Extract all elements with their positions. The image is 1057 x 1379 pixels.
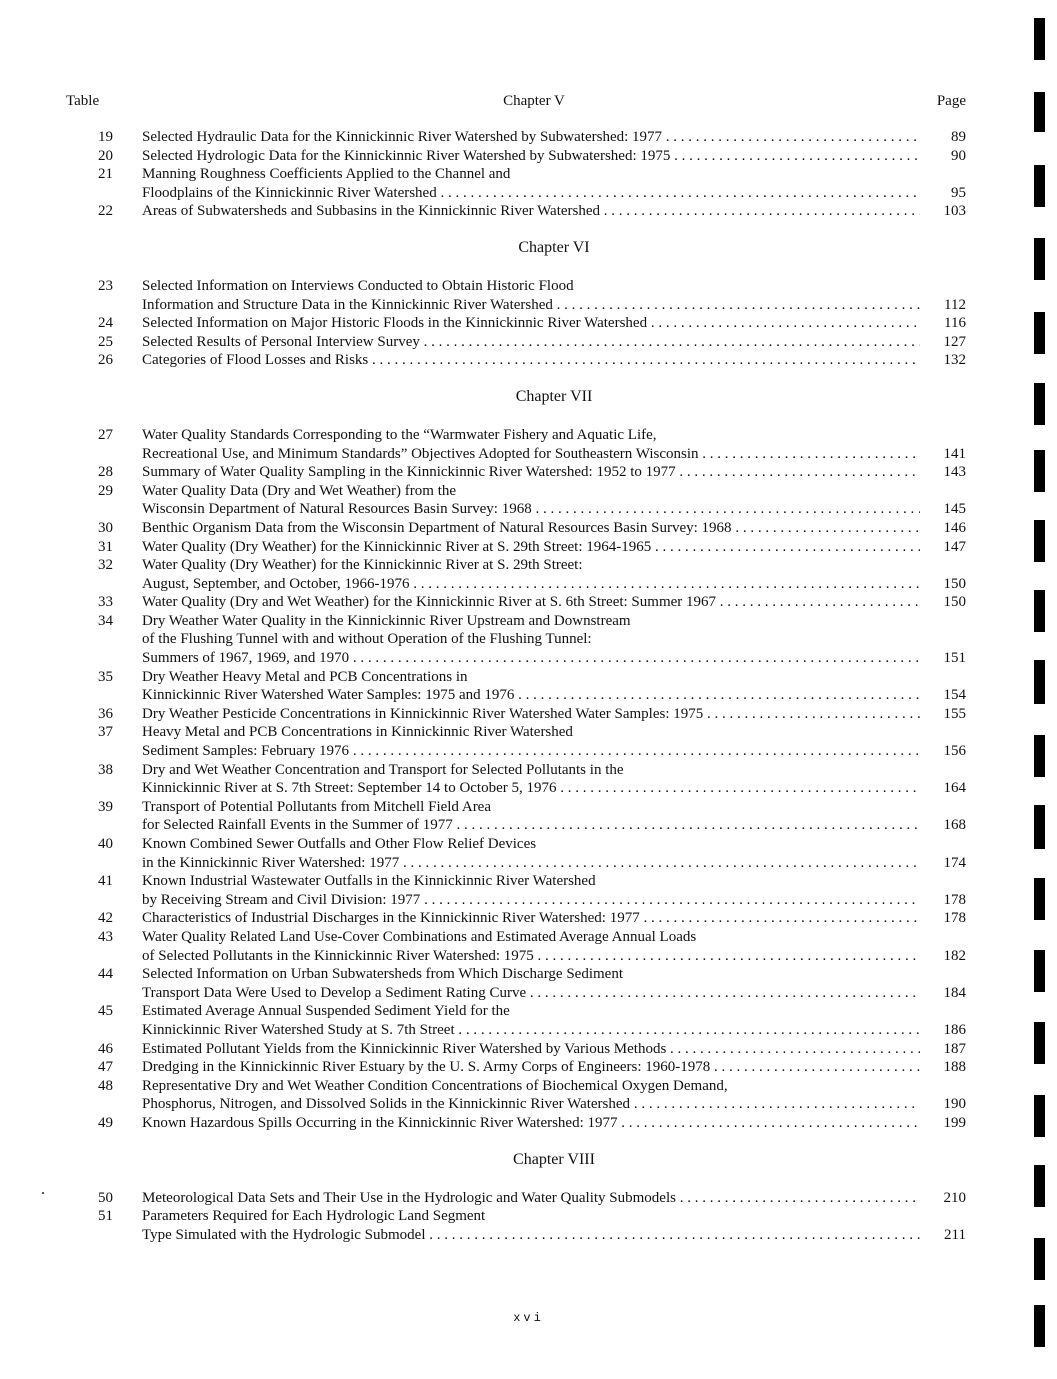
title-line: Dry and Wet Weather Concentration and Transport for Selected Pollutants in the (142, 761, 624, 778)
page-ref: 184 (943, 984, 966, 1001)
section-heading: Chapter VI (518, 238, 590, 256)
table-number: 42 (98, 910, 113, 927)
page-ref: 155 (943, 705, 966, 722)
table-title (142, 798, 920, 835)
toc-entry (66, 928, 966, 965)
table-number: 49 (98, 1114, 113, 1131)
table-number: 19 (98, 129, 113, 145)
title-line: Dry Weather Pesticide Concentrations in Kinnickinnic River Watershed Water Samples: 1975 . . . (142, 705, 920, 724)
title-line: Floodplains of the Kinnickinnic River Watershed . . . (142, 184, 920, 203)
table-title (142, 1058, 920, 1077)
scan-mark (1034, 312, 1045, 354)
title-line: Kinnickinnic River Watershed Study at S. 7th Street . . . (142, 1021, 920, 1040)
page-ref: 141 (943, 445, 966, 462)
toc-entry (66, 835, 966, 872)
table-title (142, 1114, 920, 1133)
title-line: Heavy Metal and PCB Concentrations in Kinnickinnic River Watershed (142, 724, 573, 741)
title-line: Estimated Average Annual Suspended Sediment Yield for the (142, 1003, 510, 1020)
toc-header (66, 90, 966, 112)
table-number: 29 (98, 482, 113, 499)
table-number: 44 (98, 966, 113, 983)
table-number: 35 (98, 668, 113, 685)
title-line: Manning Roughness Coefficients Applied to the Channel and (142, 166, 511, 183)
toc-entry (66, 333, 966, 352)
table-number: 48 (98, 1077, 113, 1094)
page-ref: 90 (951, 147, 966, 164)
scan-mark (1034, 238, 1045, 280)
title-line: Categories of Flood Losses and Risks . . . (142, 351, 920, 370)
scan-mark (1034, 1238, 1045, 1280)
scan-mark (1034, 520, 1045, 562)
title-line: Areas of Subwatersheds and Subbasins in the Kinnickinnic River Watershed . . . (142, 202, 920, 221)
page-ref: 182 (943, 947, 966, 964)
page-ref: 186 (943, 1021, 966, 1038)
title-line: Wisconsin Department of Natural Resources Basin Survey: 1968 . . . (142, 500, 920, 519)
title-line: Recreational Use, and Minimum Standards” Objectives Adopted for Southeastern Wisconsin . . . (142, 445, 920, 464)
title-line: Information and Structure Data in the Kinnickinnic River Watershed . . . (142, 296, 920, 315)
title-line: Type Simulated with the Hydrologic Submodel . . . (142, 1226, 920, 1245)
page-ref: 178 (943, 891, 966, 908)
title-line: Kinnickinnic River at S. 7th Street: September 14 to October 5, 1976 . . . (142, 779, 920, 798)
table-number: 39 (98, 798, 113, 815)
toc-entry (66, 965, 966, 1002)
toc-entry (66, 482, 966, 519)
table-title (142, 463, 920, 482)
title-line: Dredging in the Kinnickinnic River Estuary by the U. S. Army Corps of Engineers: 1960-1978 . . . (142, 1058, 920, 1077)
title-line: Representative Dry and Wet Weather Condition Concentrations of Biochemical Oxygen Demand, (142, 1077, 728, 1094)
toc-entry (66, 1207, 966, 1244)
toc-entry (66, 593, 966, 612)
title-line: Selected Results of Personal Interview Survey . . . (142, 333, 920, 352)
toc-entry (66, 351, 966, 370)
title-line: by Receiving Stream and Civil Division: 1977 . . . (142, 891, 920, 910)
scan-mark (1034, 660, 1045, 704)
scan-mark (1034, 165, 1045, 207)
title-line: Water Quality (Dry Weather) for the Kinnickinnic River at S. 29th Street: 1964-1965 . . . (142, 538, 920, 557)
title-line: Water Quality (Dry and Wet Weather) for the Kinnickinnic River at S. 6th Street: Summer 1967 . . . (142, 593, 920, 612)
table-title (142, 147, 920, 166)
toc-entry (66, 202, 966, 221)
table-number: 41 (98, 873, 113, 890)
title-line: Dry Weather Heavy Metal and PCB Concentrations in (142, 668, 468, 685)
toc-entry (66, 519, 966, 538)
table-title (142, 333, 920, 352)
toc-entry (66, 314, 966, 333)
table-title (142, 128, 920, 147)
title-line: Selected Information on Interviews Conducted to Obtain Historic Flood (142, 277, 574, 294)
title-line: Transport of Potential Pollutants from Mitchell Field Area (142, 798, 491, 815)
title-line: for Selected Rainfall Events in the Summer of 1977 . . . (142, 816, 920, 835)
page-ref: 143 (943, 464, 966, 481)
page-ref: 156 (943, 743, 966, 760)
table-title (142, 1002, 920, 1039)
title-line: Kinnickinnic River Watershed Water Samples: 1975 and 1976 . . . (142, 686, 920, 705)
toc-entry (66, 426, 966, 463)
page-ref: 164 (943, 780, 966, 797)
scan-mark (1034, 950, 1045, 992)
page-ref: 127 (943, 333, 966, 350)
table-title (142, 909, 920, 928)
page-ref: 151 (943, 650, 966, 667)
section-heading: Chapter VII (515, 387, 593, 405)
title-line: Water Quality Standards Corresponding to the “Warmwater Fishery and Aquatic Life, (142, 426, 657, 443)
toc-body (66, 128, 966, 1244)
table-number: 34 (98, 612, 113, 629)
page-number: xvi (513, 1311, 544, 1325)
title-line: Selected Hydrologic Data for the Kinnickinnic River Watershed by Subwatershed: 1975 . . . (142, 147, 920, 166)
page-ref: 132 (943, 352, 966, 369)
title-line: in the Kinnickinnic River Watershed: 1977 . . . (142, 854, 920, 873)
table-number: 36 (98, 705, 113, 722)
title-line: Characteristics of Industrial Discharges in the Kinnickinnic River Watershed: 1977 . . . (142, 909, 920, 928)
table-number: 21 (98, 166, 113, 183)
title-line: Selected Information on Major Historic Floods in the Kinnickinnic River Watershed . . . (142, 314, 920, 333)
toc-entry (66, 147, 966, 166)
title-line: Benthic Organism Data from the Wisconsin Department of Natural Resources Basin Survey: 1968 . . . (142, 519, 920, 538)
toc-entry (66, 705, 966, 724)
toc-entry (66, 798, 966, 835)
table-number: 40 (98, 836, 113, 852)
scan-mark (1034, 590, 1045, 632)
scan-speck (42, 1192, 44, 1194)
toc-entry (66, 872, 966, 909)
table-title (142, 705, 920, 724)
toc-entry (66, 128, 966, 147)
toc-entry (66, 538, 966, 557)
toc-entry (66, 1002, 966, 1039)
table-title (142, 835, 920, 872)
table-number: 27 (98, 426, 113, 443)
table-number: 23 (98, 277, 113, 294)
table-of-contents (66, 90, 966, 1244)
page-ref: 112 (944, 296, 966, 313)
toc-entry (66, 1058, 966, 1077)
table-title (142, 593, 920, 612)
toc-entry (66, 463, 966, 482)
table-title (142, 1189, 920, 1208)
scan-mark (1034, 450, 1045, 492)
table-number: 26 (98, 352, 113, 369)
table-title (142, 1077, 920, 1114)
table-title (142, 872, 920, 909)
table-number: 45 (98, 1003, 113, 1020)
page-ref: 95 (951, 184, 966, 201)
table-title (142, 165, 920, 202)
table-number: 32 (98, 557, 113, 574)
page-ref: 188 (943, 1059, 966, 1076)
table-title (142, 965, 920, 1002)
title-line: Parameters Required for Each Hydrologic Land Segment (142, 1208, 486, 1225)
column-label-table: Table (66, 92, 100, 109)
page-ref: 168 (943, 817, 966, 834)
toc-entry (66, 1114, 966, 1133)
toc-entry (66, 909, 966, 928)
table-title (142, 277, 920, 314)
page-ref: 154 (943, 687, 966, 704)
page-ref: 116 (944, 315, 966, 332)
toc-entry (66, 556, 966, 593)
scan-mark (1034, 92, 1045, 132)
toc-entry (66, 277, 966, 314)
table-number: 51 (98, 1208, 113, 1225)
toc-entry (66, 761, 966, 798)
table-number: 37 (98, 724, 113, 741)
table-number: 24 (98, 315, 113, 332)
page-ref: 103 (943, 203, 966, 220)
table-title (142, 928, 920, 965)
scan-mark (1034, 383, 1045, 425)
title-line: Summary of Water Quality Sampling in the Kinnickinnic River Watershed: 1952 to 1977 . . . (142, 463, 920, 482)
scan-mark (1034, 735, 1045, 777)
title-line: Meteorological Data Sets and Their Use in the Hydrologic and Water Quality Submodels . . . (142, 1189, 920, 1208)
title-line: August, September, and October, 1966-1976 . . . (142, 575, 920, 594)
page-ref: 210 (943, 1189, 966, 1206)
column-label-page: Page (936, 92, 966, 109)
toc-entry (66, 165, 966, 202)
title-line: Transport Data Were Used to Develop a Sediment Rating Curve . . . (142, 984, 920, 1003)
page-ref: 147 (943, 538, 966, 555)
title-line: Summers of 1967, 1969, and 1970 . . . (142, 649, 920, 668)
table-title (142, 556, 920, 593)
table-title (142, 1207, 920, 1244)
page-ref: 178 (943, 910, 966, 927)
table-number: 43 (98, 928, 113, 945)
table-number: 38 (98, 761, 113, 778)
table-title (142, 668, 920, 705)
toc-entry (66, 1077, 966, 1114)
table-number: 20 (98, 147, 113, 164)
toc-entry (66, 723, 966, 760)
title-line: Known Hazardous Spills Occurring in the Kinnickinnic River Watershed: 1977 . . . (142, 1114, 920, 1133)
title-line: Known Combined Sewer Outfalls and Other Flow Relief Devices (142, 836, 537, 852)
page-ref: 187 (943, 1040, 966, 1057)
scan-edge-marks (1025, 0, 1045, 1379)
table-number: 25 (98, 333, 113, 350)
page-ref: 150 (943, 594, 966, 611)
scan-mark (1034, 1165, 1045, 1207)
section-heading: Chapter VIII (513, 1150, 595, 1168)
section-heading: Chapter V (503, 92, 565, 109)
title-line: Phosphorus, Nitrogen, and Dissolved Solids in the Kinnickinnic River Watershed . . . (142, 1095, 920, 1114)
page-ref: 146 (943, 519, 966, 536)
table-title (142, 538, 920, 557)
toc-entry (66, 668, 966, 705)
toc-entry (66, 612, 966, 668)
title-line: Water Quality Data (Dry and Wet Weather) from the (142, 482, 457, 499)
table-title (142, 761, 920, 798)
table-title (142, 351, 920, 370)
table-number: 33 (98, 594, 113, 611)
table-title (142, 426, 920, 463)
table-title (142, 612, 920, 668)
scan-mark (1034, 1022, 1045, 1064)
title-line: of the Flushing Tunnel with and without Operation of the Flushing Tunnel: (142, 631, 592, 648)
scan-mark (1034, 18, 1045, 60)
table-title (142, 202, 920, 221)
title-line: Estimated Pollutant Yields from the Kinnickinnic River Watershed by Various Methods . . . (142, 1040, 920, 1059)
title-line: Water Quality (Dry Weather) for the Kinnickinnic River at S. 29th Street: (142, 557, 583, 574)
title-line: Water Quality Related Land Use-Cover Combinations and Estimated Average Annual Loads (142, 928, 697, 945)
toc-entry (66, 1189, 966, 1208)
toc-entry (66, 1040, 966, 1059)
table-number: 30 (98, 519, 113, 536)
title-line: Selected Hydraulic Data for the Kinnickinnic River Watershed by Subwatershed: 1977 . . . (142, 128, 920, 147)
title-line: of Selected Pollutants in the Kinnickinnic River Watershed: 1975 . . . (142, 947, 920, 966)
page-ref: 211 (944, 1226, 966, 1243)
scan-mark (1034, 805, 1045, 849)
table-title (142, 723, 920, 760)
table-number: 31 (98, 538, 113, 555)
table-number: 50 (98, 1189, 113, 1206)
title-line: Dry Weather Water Quality in the Kinnickinnic River Upstream and Downstream (142, 612, 631, 629)
table-title (142, 314, 920, 333)
scan-mark (1034, 878, 1045, 920)
table-number: 47 (98, 1059, 113, 1076)
table-number: 22 (98, 203, 113, 220)
table-number: 46 (98, 1040, 113, 1057)
table-title (142, 519, 920, 538)
page-ref: 150 (943, 575, 966, 592)
scan-mark (1034, 1095, 1045, 1137)
page-ref: 199 (943, 1114, 966, 1131)
table-number: 28 (98, 464, 113, 481)
table-title (142, 482, 920, 519)
page-ref: 89 (951, 129, 966, 145)
page-ref: 174 (943, 854, 966, 871)
title-line: Sediment Samples: February 1976 . . . (142, 742, 920, 761)
table-title (142, 1040, 920, 1059)
page-ref: 190 (943, 1096, 966, 1113)
title-line: Known Industrial Wastewater Outfalls in the Kinnickinnic River Watershed (142, 873, 596, 890)
page-ref: 145 (943, 501, 966, 518)
title-line: Selected Information on Urban Subwatersheds from Which Discharge Sediment (142, 966, 623, 983)
